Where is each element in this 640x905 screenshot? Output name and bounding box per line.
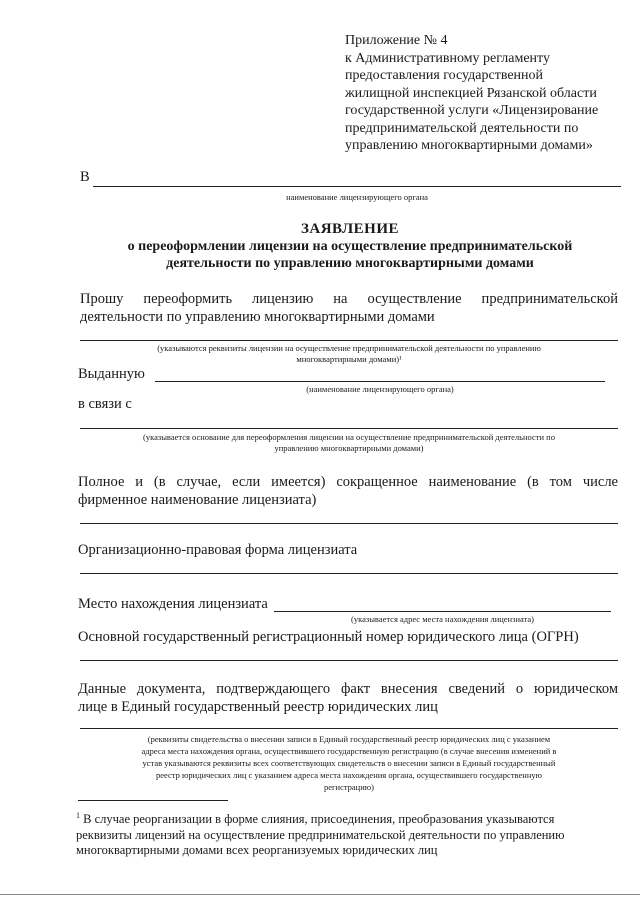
footnote-text: В случае реорганизации в форме слияния, присоединения, преобразования указываются (83, 812, 555, 827)
caption-line: адреса места нахождения органа, осуществившего государственную регистрацию (в случае внесения изменений в (141, 746, 557, 756)
document-title: ЗАЯВЛЕНИЕ (300, 221, 400, 237)
footnote-separator (78, 800, 228, 801)
addressee-caption: наименование лицензирующего органа (286, 192, 428, 202)
page-bottom-edge (0, 894, 640, 895)
footnote-line-3: многоквартирными домами всех реорганизуемых юридических лиц (76, 843, 438, 858)
annex-line: предоставления государственной (345, 68, 544, 83)
egrul-field-line[interactable] (80, 728, 618, 729)
footnote-mark: 1 (76, 811, 80, 820)
location-field-line[interactable] (274, 611, 611, 612)
subtitle-line-2: деятельности по управлению многоквартирными домами (166, 256, 534, 271)
issued-field-line[interactable] (155, 381, 605, 382)
annex-line: к Административному регламенту (345, 50, 550, 66)
license-details-caption (80, 343, 618, 365)
footnote-line-2: реквизиты лицензий на осуществление предпринимательской деятельности по управлению (76, 827, 565, 842)
caption-line: реестр юридических лиц с указанием адреса места нахождения органа, осуществившего государственную (156, 770, 542, 780)
caption-line: устав указываются реквизиты всех соответствующих свидетельств о внесении записи в Единый государственный (142, 758, 556, 768)
legal-form-field-line[interactable] (80, 573, 618, 574)
annex-line: государственной услуги «Лицензирование (345, 103, 599, 118)
caption-line: (указывается основание для переоформления лицензии на осуществление предпринимательской деятельности по (143, 432, 555, 442)
caption-line: управлению многоквартирными домами) (274, 443, 424, 453)
annex-title: Приложение № 4 (345, 33, 448, 48)
ogrn-field-line[interactable] (80, 660, 618, 661)
document-subtitle (60, 238, 640, 272)
annex-line: жилищной инспекцией Рязанской области (345, 85, 597, 101)
request-line-1: Прошу переоформить лицензию на осуществление предпринимательской (80, 291, 618, 307)
full-name-line-2: фирменное наименование лицензиата) (78, 492, 317, 508)
request-line-2: деятельности по управлению многоквартирными домами (80, 309, 435, 325)
addressee-field-line[interactable] (93, 186, 621, 187)
issued-caption: (наименование лицензирующего органа) (306, 384, 454, 394)
subtitle-line-1: о переоформлении лицензии на осуществление предпринимательской (127, 239, 573, 254)
reason-label: в связи с (78, 396, 132, 412)
caption-line: многоквартирными домами)¹ (296, 354, 402, 364)
egrul-line-1: Данные документа, подтверждающего факт внесения сведений о юридическом (78, 681, 618, 697)
annex-line: управлению многоквартирными домами» (345, 138, 593, 153)
reason-caption (80, 432, 618, 454)
footnote-line-1 (76, 808, 621, 828)
license-details-field-line[interactable] (80, 340, 618, 341)
annex-block (345, 32, 630, 155)
ogrn-label: Основной государственный регистрационный номер юридического лица (ОГРН) (78, 629, 579, 645)
location-label: Место нахождения лицензиата (78, 596, 268, 612)
caption-line: регистрацию) (324, 782, 374, 792)
egrul-line-2: лице в Единый государственный реестр юридических лиц (78, 699, 438, 715)
reason-field-line[interactable] (80, 428, 618, 429)
egrul-caption (80, 733, 618, 793)
addressee-prefix: В (80, 169, 90, 185)
caption-line: (указываются реквизиты лицензии на осуществление предпринимательской деятельности по управлению (157, 343, 541, 353)
full-name-line-1: Полное и (в случае, если имеется) сокращенное наименование (в том числе (78, 474, 618, 490)
issued-label: Выданную (78, 366, 145, 382)
full-name-field-line[interactable] (80, 523, 618, 524)
location-caption: (указывается адрес места нахождения лицензиата) (350, 614, 534, 624)
caption-line: (реквизиты свидетельства о внесении записи в Единый государственный реестр юридических лиц с указанием (147, 734, 551, 744)
footnote (76, 808, 621, 859)
annex-line: предпринимательской деятельности по (345, 120, 579, 136)
legal-form-label: Организационно-правовая форма лицензиата (78, 542, 358, 558)
